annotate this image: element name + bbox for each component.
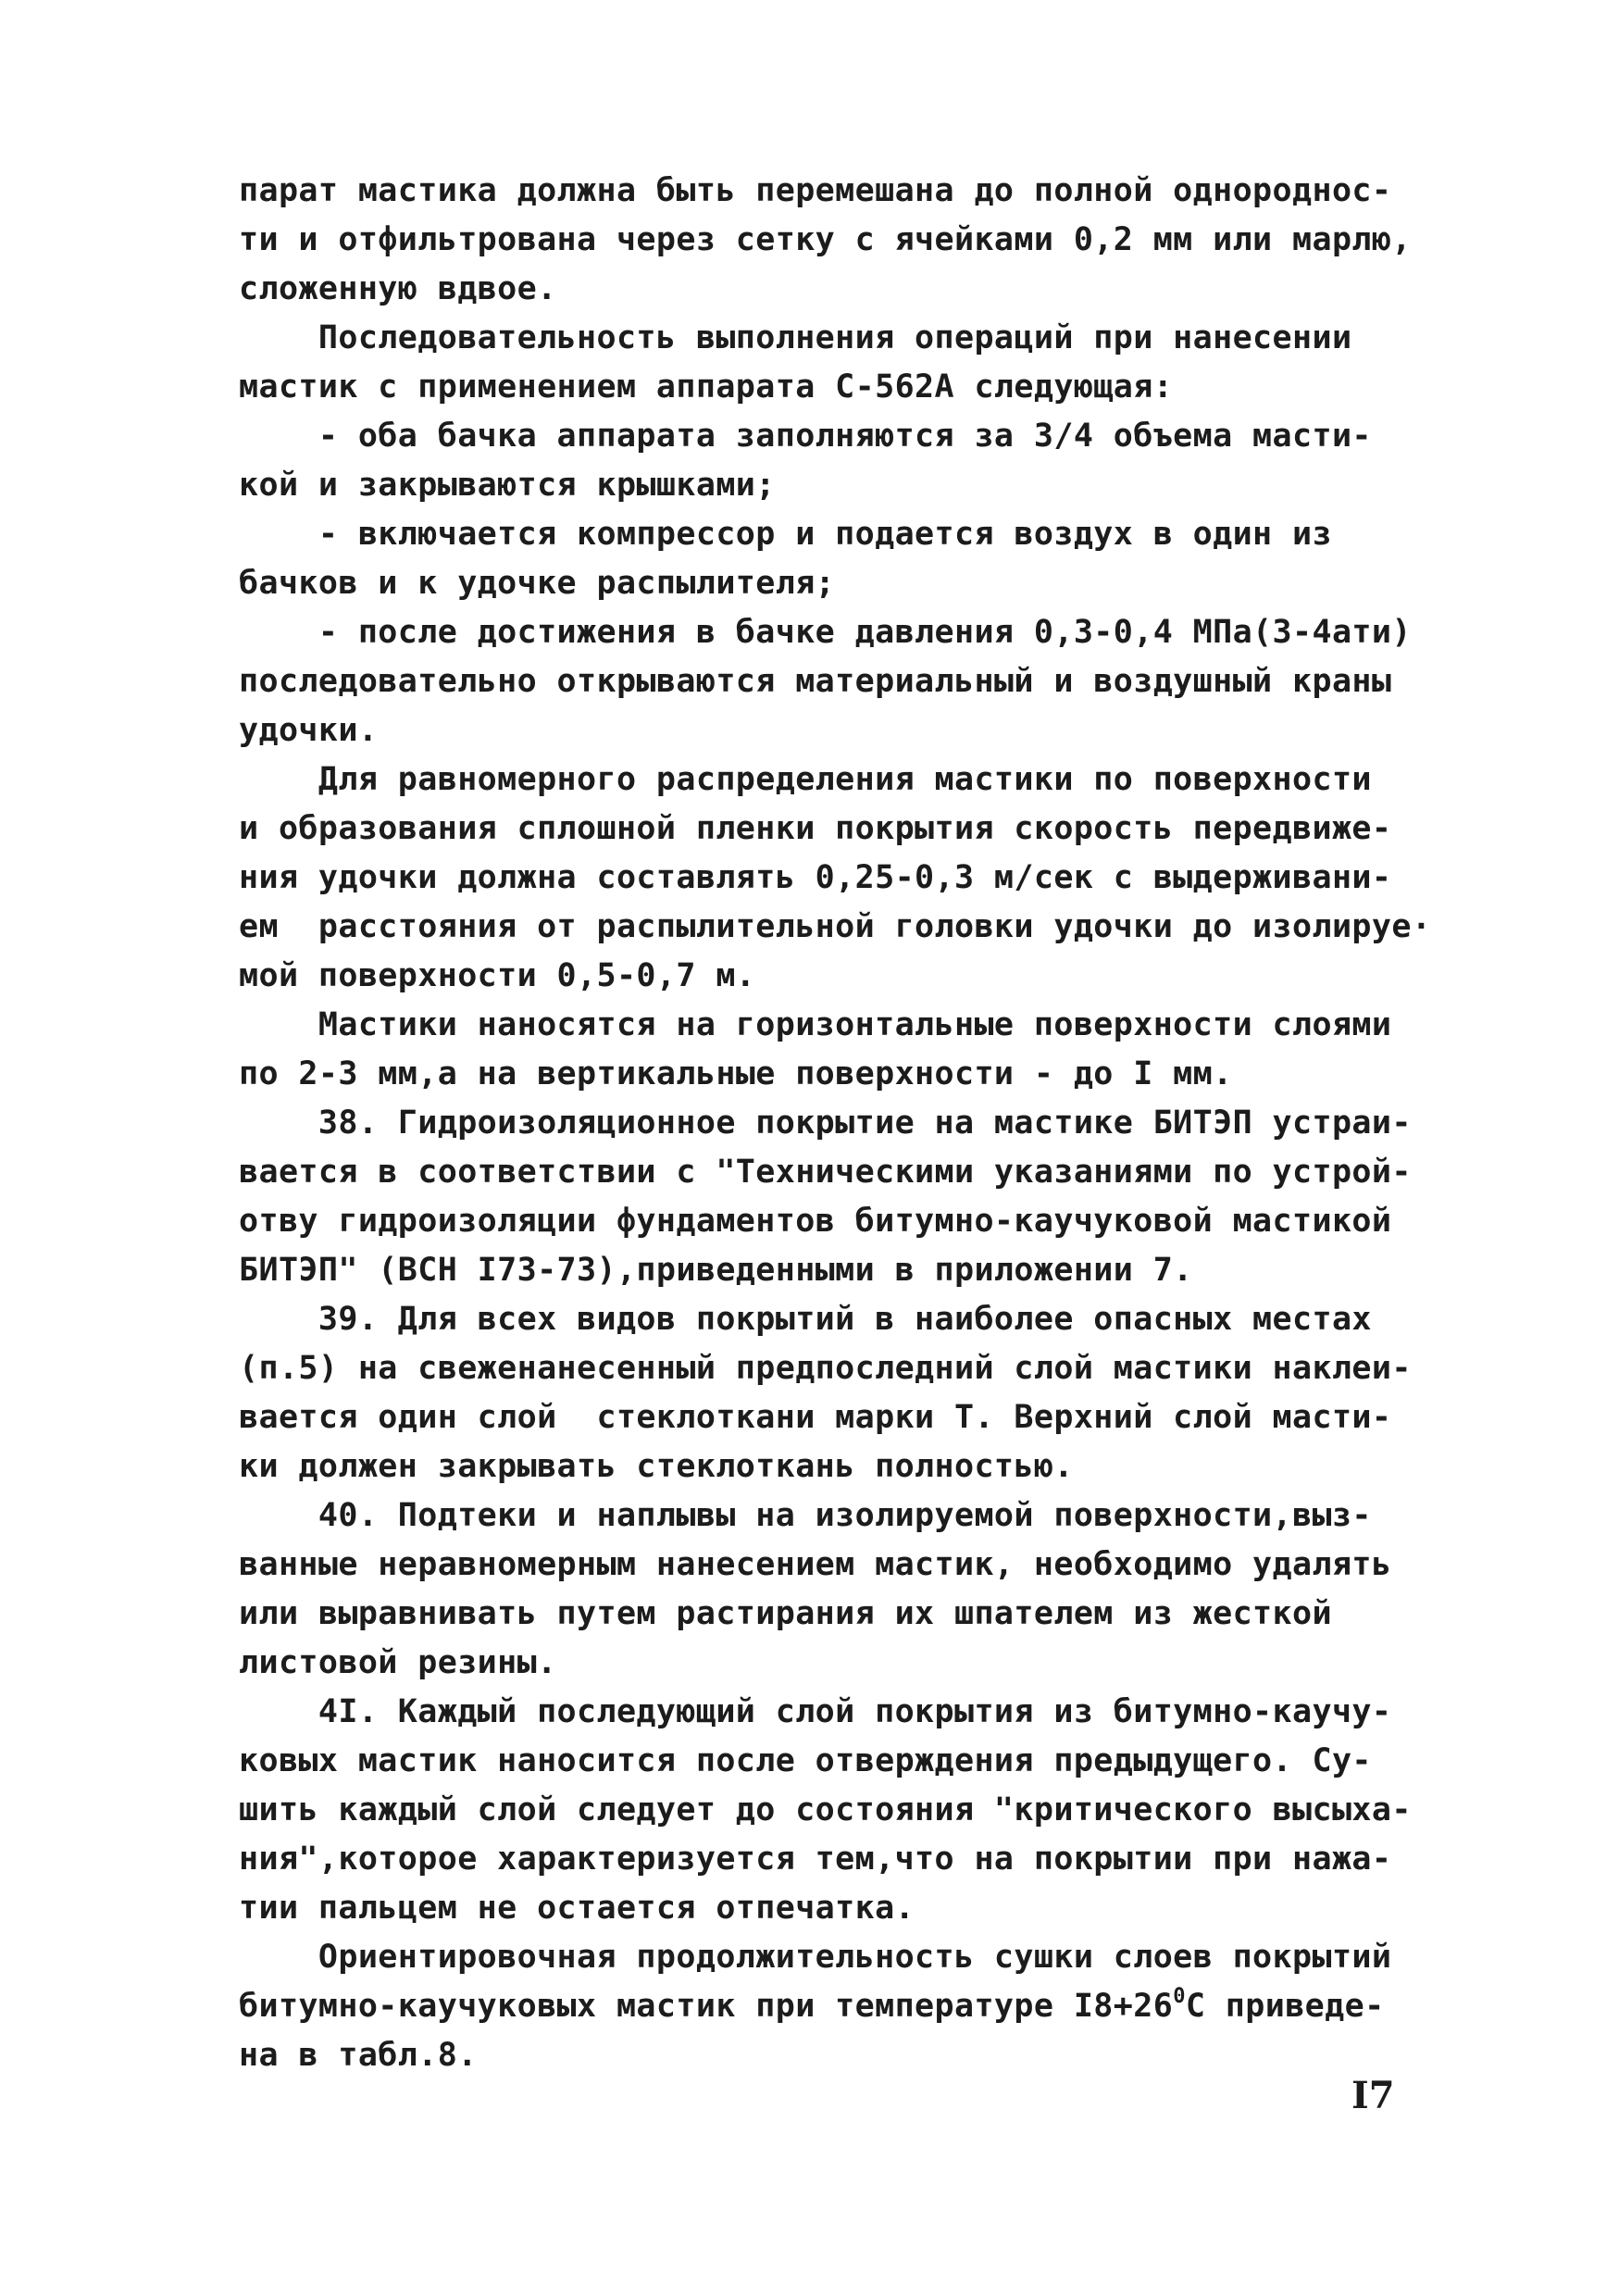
text-line: (п.5) на свеженанесенный предпоследний слой мастики наклеи- bbox=[239, 1350, 1412, 1387]
text-line: - включается компрессор и подается воздух в один из bbox=[239, 516, 1332, 553]
text-line: ки должен закрывать стеклоткань полностью. bbox=[239, 1448, 1074, 1485]
text-line: Для равномерного распределения мастики по поверхности bbox=[239, 761, 1372, 798]
text-line: тии пальцем не остается отпечатка. bbox=[239, 1890, 915, 1927]
text-line: бачков и к удочке распылителя; bbox=[239, 565, 836, 602]
text-line: удочки. bbox=[239, 712, 379, 749]
text-line: последовательно открываются материальный и воздушный краны bbox=[239, 663, 1392, 700]
text-line: 4I. Каждый последующий слой покрытия из битумно-каучу- bbox=[239, 1693, 1392, 1730]
text-line: Мастики наносятся на горизонтальные поверхности слоями bbox=[239, 1006, 1392, 1043]
text-line: отву гидроизоляции фундаментов битумно-каучуковой мастикой bbox=[239, 1203, 1392, 1240]
text-line: 39. Для всех видов покрытий в наиболее опасных местах bbox=[239, 1301, 1372, 1338]
text-line: ковых мастик наносится после отверждения предыдущего. Су- bbox=[239, 1742, 1372, 1779]
temperature-line-suffix: С приведе- bbox=[1185, 1988, 1385, 2025]
text-line: мастик с применением аппарата С-562А следующая: bbox=[239, 368, 1174, 406]
text-line: ем расстояния от распылительной головки удочки до изолируе· bbox=[239, 908, 1432, 945]
text-line: вается в соответствии с "Техническими указаниями по устрой- bbox=[239, 1154, 1412, 1191]
text-line: 38. Гидроизоляционное покрытие на мастике БИТЭП устраи- bbox=[239, 1104, 1412, 1142]
page-number: I7 bbox=[1351, 2074, 1395, 2117]
text-line: шить каждый слой следует до состояния "критического высыха- bbox=[239, 1791, 1412, 1828]
text-line: на в табл.8. bbox=[239, 2037, 478, 2074]
text-line: парат мастика должна быть перемешана до полной однороднос- bbox=[239, 172, 1392, 209]
temperature-line bbox=[239, 1982, 1385, 2030]
text-line: - после достижения в бачке давления 0,3-0,4 МПа(3-4ати) bbox=[239, 614, 1412, 651]
temperature-line-prefix: битумно-каучуковых мастик при температуре I8+26 bbox=[239, 1988, 1174, 2025]
text-line: ния",которое характеризуется тем,что на покрытии при нажа- bbox=[239, 1841, 1392, 1878]
text-line: по 2-3 мм,а на вертикальные поверхности - до I мм. bbox=[239, 1055, 1233, 1092]
text-line: сложенную вдвое. bbox=[239, 270, 557, 307]
text-line: вается один слой стеклоткани марки Т. Верхний слой масти- bbox=[239, 1399, 1392, 1436]
text-line: ния удочки должна составлять 0,25-0,3 м/сек с выдерживани- bbox=[239, 859, 1392, 896]
text-line: БИТЭП" (ВСН I73-73),приведенными в приложении 7. bbox=[239, 1252, 1193, 1289]
degree-superscript: 0 bbox=[1173, 1985, 1186, 2009]
text-line: или выравнивать путем растирания их шпателем из жесткой bbox=[239, 1595, 1332, 1632]
text-line: листовой резины. bbox=[239, 1644, 557, 1681]
text-line: - оба бачка аппарата заполняются за 3/4 объема масти- bbox=[239, 418, 1372, 455]
text-line: ванные неравномерным нанесением мастик, необходимо удалять bbox=[239, 1546, 1392, 1583]
text-line: мой поверхности 0,5-0,7 м. bbox=[239, 957, 756, 994]
text-line: 40. Подтеки и наплывы на изолируемой поверхности,выз- bbox=[239, 1497, 1372, 1534]
text-line: кой и закрываются крышками; bbox=[239, 467, 776, 504]
text-line: Последовательность выполнения операций при нанесении bbox=[239, 319, 1352, 356]
text-line: ти и отфильтрована через сетку с ячейками 0,2 мм или марлю, bbox=[239, 221, 1412, 258]
text-line: и образования сплошной пленки покрытия скорость передвиже- bbox=[239, 810, 1392, 847]
text-line: Ориентировочная продолжительность сушки слоев покрытий bbox=[239, 1939, 1392, 1976]
